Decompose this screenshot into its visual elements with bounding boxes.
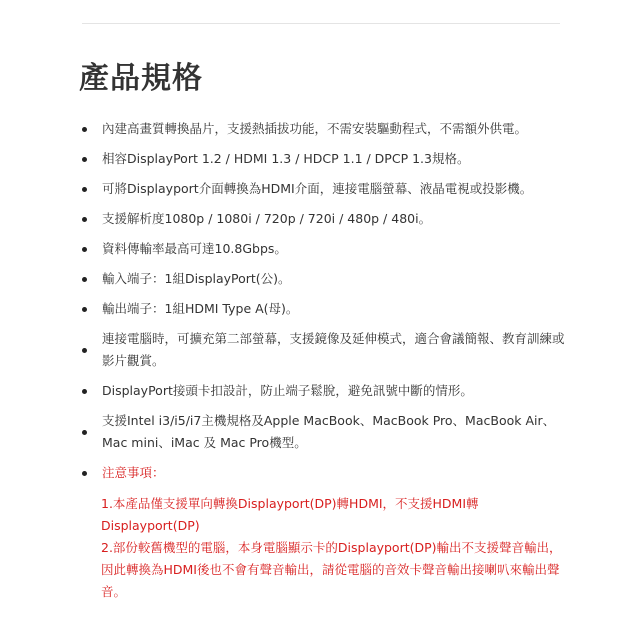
spec-text: 可將Displayport介面轉換為HDMI介面，連接電腦螢幕、液晶電視或投影機。	[102, 181, 533, 196]
bullet-icon	[78, 187, 102, 192]
spec-item-chip	[78, 114, 568, 144]
spec-text: 資料傳輸率最高可達10.8Gbps。	[102, 241, 287, 256]
notes-block	[101, 493, 563, 603]
spec-text: 連接電腦時，可擴充第二部螢幕，支援鏡像及延伸模式，適合會議簡報、教育訓練或影片觀賞。	[102, 331, 565, 368]
bullet-icon	[78, 157, 102, 162]
spec-item-notes-heading	[78, 458, 568, 488]
bullet-icon	[78, 430, 102, 435]
spec-list	[78, 114, 568, 488]
bullet-icon	[78, 247, 102, 252]
spec-text: 輸入端子：1組DisplayPort(公)。	[102, 271, 291, 286]
bullet-icon	[78, 389, 102, 394]
bullet-icon	[78, 348, 102, 353]
spec-text: DisplayPort接頭卡扣設計，防止端子鬆脫，避免訊號中斷的情形。	[102, 383, 473, 398]
spec-item-latch	[78, 376, 568, 406]
spec-item-conversion	[78, 174, 568, 204]
spec-item-data-rate	[78, 234, 568, 264]
bullet-icon	[78, 217, 102, 222]
bullet-icon	[78, 471, 102, 476]
spec-item-input	[78, 264, 568, 294]
spec-text: 相容DisplayPort 1.2 / HDMI 1.3 / HDCP 1.1 / DPCP 1.3規格。	[102, 151, 470, 166]
spec-item-supported-hosts	[78, 406, 568, 458]
notes-heading: 注意事項：	[102, 465, 165, 480]
top-divider	[82, 23, 560, 24]
note-2: 2.部份較舊機型的電腦，本身電腦顯示卡的Displayport(DP)輸出不支援聲音輸出，因此轉換為HDMI後也不會有聲音輸出，請從電腦的音效卡聲音輸出接喇叭來輸出聲音。	[101, 540, 562, 599]
spec-text: 輸出端子：1組HDMI Type A(母)。	[102, 301, 299, 316]
page-title: 產品規格	[79, 61, 203, 96]
spec-item-compatibility	[78, 144, 568, 174]
bullet-icon	[78, 127, 102, 132]
spec-item-output	[78, 294, 568, 324]
bullet-icon	[78, 277, 102, 282]
bullet-icon	[78, 307, 102, 312]
spec-text: 支援解析度1080p / 1080i / 720p / 720i / 480p / 480i。	[102, 211, 432, 226]
spec-text: 內建高畫質轉換晶片，支援熱插拔功能，不需安裝驅動程式，不需額外供電。	[102, 121, 528, 136]
spec-text: 支援Intel i3/i5/i7主機規格及Apple MacBook、MacBook Pro、MacBook Air、Mac mini、iMac 及 Mac Pro機型。	[102, 413, 556, 450]
spec-item-extend-display	[78, 324, 568, 376]
spec-item-resolution	[78, 204, 568, 234]
note-1: 1.本產品僅支援單向轉換Displayport(DP)轉HDMI，不支援HDMI轉Displayport(DP)	[101, 496, 479, 533]
